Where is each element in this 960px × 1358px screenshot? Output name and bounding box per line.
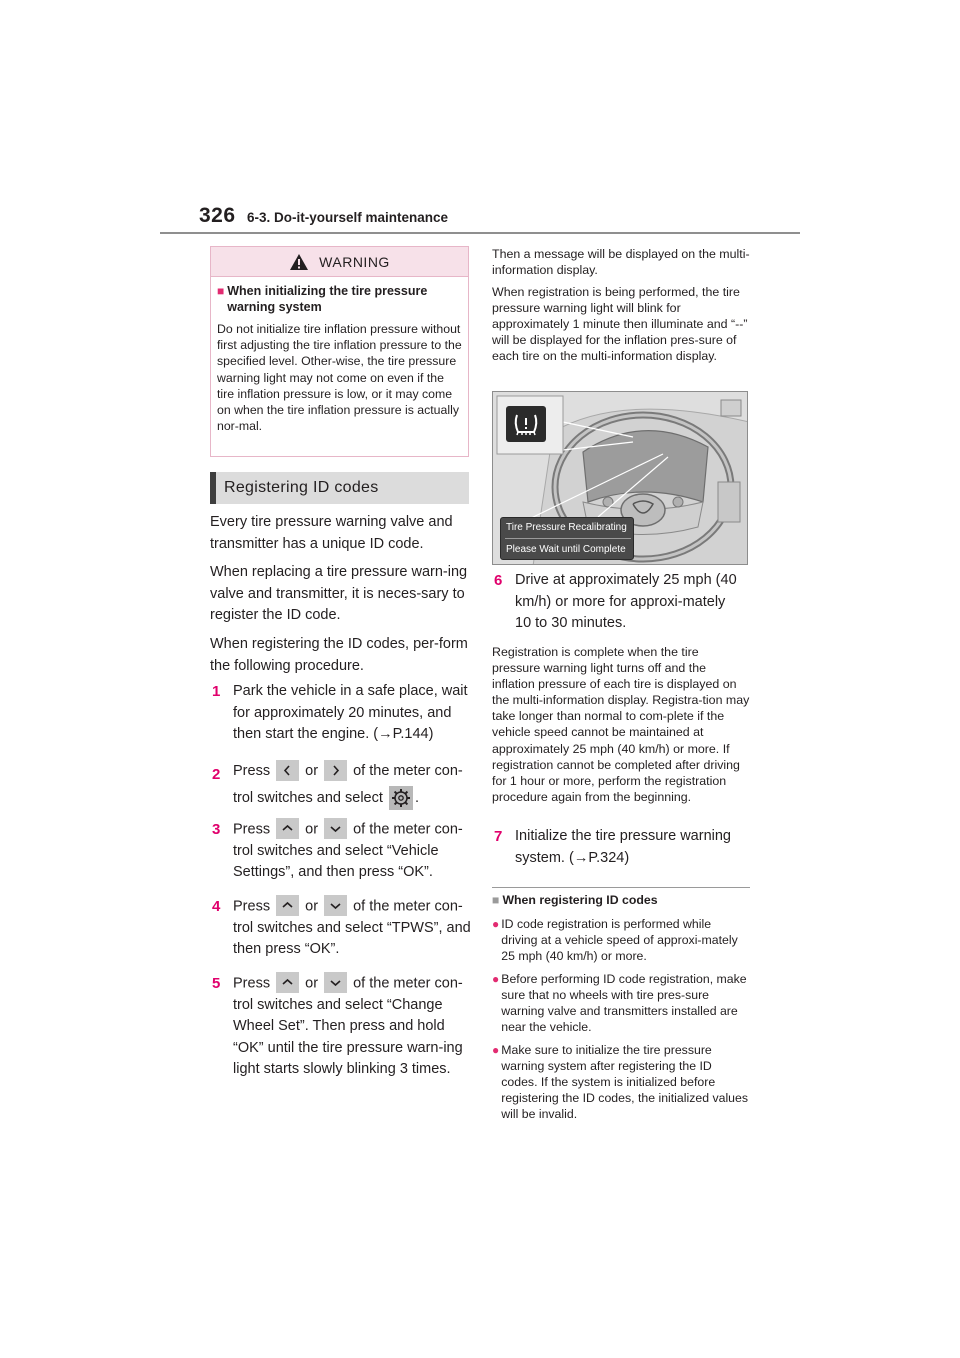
warning-text: Do not initialize tire inflation pressure without first adjusting the tire inflation pressure to the specified level. Other-wise, the tire pressure warning light may not come on even if the tire inflation pressure is low, or it may come on when the tire inflation pressure is actually nor-mal. — [217, 322, 462, 434]
step-7: 7 Initialize the tire pressure warning system. (→P.324) — [494, 828, 731, 866]
tire-pressure-warning-icon — [512, 411, 540, 437]
page-ref[interactable]: P.324 — [588, 849, 625, 866]
step-3: 3 Press or of the meter con-trol switches and select “Vehicle Settings”, and then press “OK”. — [233, 819, 473, 884]
arrow-ref-icon: → — [378, 726, 393, 742]
header-rule — [160, 232, 800, 234]
down-arrow-icon — [324, 818, 347, 839]
step-4: 4 Press or of the meter con-trol switches and select “TPWS”, and then press “OK”. — [233, 896, 473, 961]
page-ref[interactable]: P.144 — [392, 726, 429, 742]
display-line-1: Tire Pressure Recalibrating — [506, 522, 627, 533]
notes-rule — [492, 887, 750, 888]
square-bullet-icon: ■ — [217, 284, 225, 298]
page-number: 326 — [199, 204, 236, 227]
multi-information-display — [500, 517, 634, 560]
step-5: 5 Press or of the meter con-trol switches and select “Change Wheel Set”. Then press and hold “OK” until the tire pressure warn-ing light starts slowly blinking 3 times. — [233, 973, 473, 1081]
down-arrow-icon — [324, 972, 347, 993]
bullet-icon: ● — [492, 917, 500, 931]
note-item: ● Before performing ID code registration, make sure that no wheels with tire pres-sure warning valve and transmitters installed are near the vehicle. — [492, 972, 747, 1034]
left-arrow-icon — [276, 760, 299, 781]
settings-gear-icon — [389, 786, 413, 810]
right-paragraph: When registration is being performed, the tire pressure warning light will blink for approximately 1 minute then illuminate and “--” will be displayed for the inflation pres-sure of each tire on the multi-information display. — [492, 285, 748, 364]
warning-title: WARNING — [319, 253, 390, 270]
arrow-ref-icon: → — [573, 849, 589, 866]
up-arrow-icon — [276, 972, 299, 993]
section-title: 6-3. Do-it-yourself maintenance — [247, 210, 449, 225]
intro-paragraph: When replacing a tire pressure warn-ing valve and transmitter, it is neces-sary to register the ID code. — [210, 564, 468, 623]
up-arrow-icon — [276, 895, 299, 916]
display-line-2: Please Wait until Complete — [506, 544, 626, 555]
note-item: ● ID code registration is performed while driving at a vehicle speed of approxi-mately 25 mph (40 km/h) or more. — [492, 917, 738, 963]
bullet-icon: ● — [492, 1043, 500, 1057]
step-6-note: Registration is complete when the tire pressure warning light turns off and the inflation pressure of each tire is displayed on the multi-information display. Registra-tion may take longer than normal to com-plete if the vehicle speed cannot be maintained at approximately 25 mph (40 km/h) or more. If registration cannot be completed after driving for 1 hour or more, perform the registration procedure again from the beginning. — [492, 645, 750, 804]
step-1: 1 Park the vehicle in a safe place, wait for approximately 20 minutes, and then start the engine. (→P.144) — [212, 683, 468, 742]
right-arrow-icon — [324, 760, 347, 781]
warning-box — [210, 246, 469, 457]
section-heading: Registering ID codes — [210, 472, 469, 504]
bullet-icon: ● — [492, 972, 500, 986]
warning-subtitle: ■ When initializing the tire pressure warning system — [217, 284, 428, 314]
dashboard-illustration — [492, 391, 748, 565]
intro-paragraph: Every tire pressure warning valve and transmitter has a unique ID code. — [210, 514, 453, 552]
square-bullet-icon: ■ — [492, 893, 500, 907]
warning-triangle-icon — [289, 253, 309, 271]
note-item: ● Make sure to initialize the tire pressure warning system after registering the ID codes. If the system is initialized before registering the ID codes, the initialized values will be invalid. — [492, 1043, 749, 1121]
step-6: 6 Drive at approximately 25 mph (40 km/h) or more for approxi-mately 10 to 30 minutes. — [494, 572, 737, 631]
right-paragraph: Then a message will be displayed on the multi-information display. — [492, 247, 750, 278]
notes-heading: ■ When registering ID codes — [492, 893, 658, 907]
intro-paragraph: When registering the ID codes, per-form the following procedure. — [210, 636, 468, 674]
step-2: 2 Press or of the meter con-trol switches and select . — [233, 758, 473, 812]
up-arrow-icon — [276, 818, 299, 839]
warning-header — [211, 247, 468, 277]
down-arrow-icon — [324, 895, 347, 916]
